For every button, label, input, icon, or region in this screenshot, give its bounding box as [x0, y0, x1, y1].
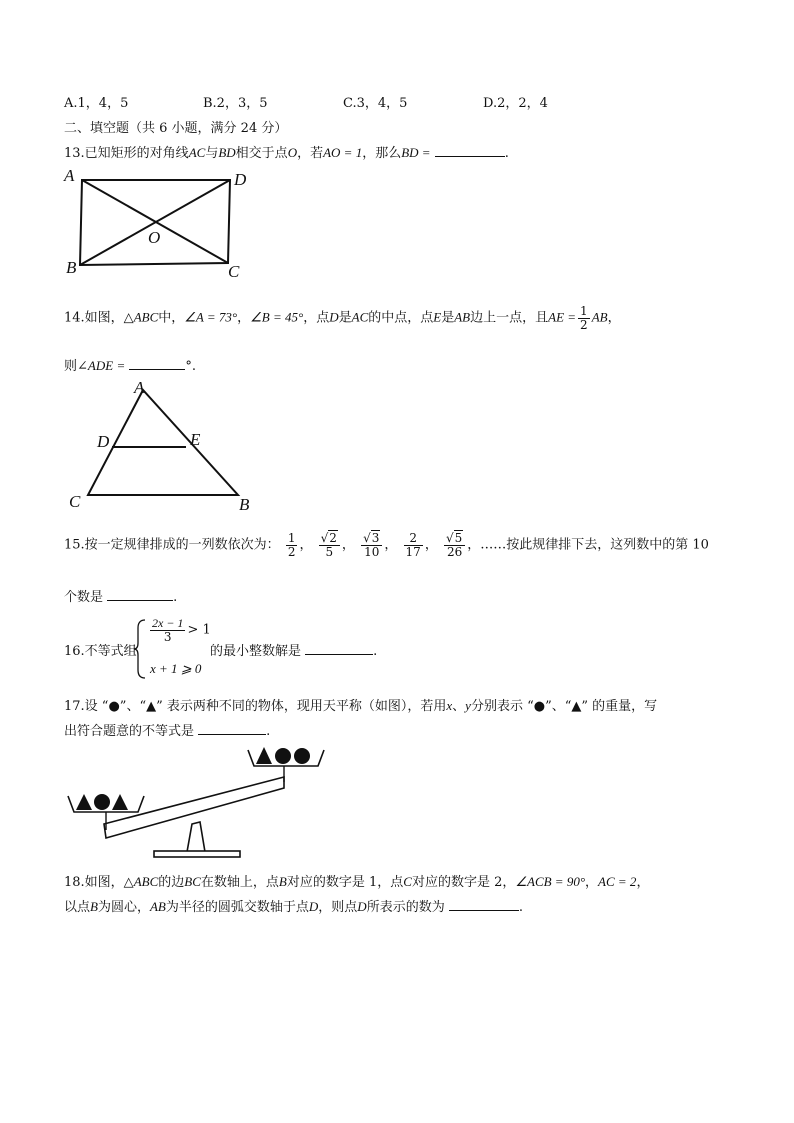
triangle-icon [112, 794, 128, 810]
circle-icon [294, 748, 310, 764]
circle-icon [94, 794, 110, 810]
scale-fulcrum [187, 822, 205, 852]
question-16-tail: 的最小整数解是 . [210, 640, 377, 659]
scale-base [154, 851, 240, 857]
label-a: A [64, 166, 75, 185]
fraction-5: $\frac{√5}{26}$ [444, 532, 465, 558]
answer-blank[interactable] [198, 720, 266, 735]
section-heading: 二、填空题（共 6 小题，满分 24 分） [64, 121, 288, 136]
option-b: B.2，3，5 [203, 96, 268, 111]
fraction-1: $\frac{1}{2}$ [287, 531, 296, 559]
fraction-3: $\frac{√3}{10}$ [361, 532, 382, 558]
question-13: 13.已知矩形的对角线AC与BD相交于点O，若AO = 1，那么BD = . [64, 142, 509, 161]
triangle-icon [256, 747, 272, 764]
triangle-abc [88, 390, 238, 495]
answer-blank[interactable] [129, 355, 185, 370]
label-d: D [97, 432, 110, 451]
answer-blank[interactable] [435, 142, 505, 157]
triangle-icon [76, 794, 92, 810]
balance-scale-figure [62, 742, 332, 860]
question-16: 16.不等式组 [64, 644, 137, 659]
fraction-half: $\frac{1}{2}$ [580, 304, 588, 332]
question-15: 15.按一定规律排成的一列数依次为： $\frac{1}{2}$ ， $\frac{√2}{5}$ ， $\frac{√3}{10}$ ， $\frac{2}{17}$ ， $\frac{√5}{26}$ ，……按此规律排下去，这列数中的第 10 [64, 531, 709, 559]
label-c: C [69, 492, 81, 511]
rectangle-figure [60, 165, 260, 283]
fraction-4: $\frac{2}{17}$ [405, 531, 421, 559]
question-15-line2: 个数是 . [64, 586, 177, 605]
option-c: C.3，4，5 [343, 96, 408, 111]
inequality-1: $\frac{2x - 1}{3}$ > 1 [152, 616, 211, 644]
label-e: E [190, 430, 201, 449]
label-a: A [134, 378, 145, 397]
label-c: C [228, 262, 240, 281]
option-d: D.2，2，4 [483, 96, 548, 111]
answer-blank[interactable] [449, 896, 519, 911]
triangle-figure [62, 377, 262, 515]
answer-blank[interactable] [305, 640, 373, 655]
fraction-2: $\frac{√2}{5}$ [319, 532, 340, 558]
inequality-2: x + 1 ⩾ 0 [150, 661, 202, 676]
label-d: D [234, 170, 247, 189]
brace-icon [133, 618, 147, 680]
label-o: O [148, 228, 161, 247]
question-18-line2: 以点B为圆心，AB为半径的圆弧交数轴于点D，则点D所表示的数为 . [64, 896, 523, 915]
circle-icon [275, 748, 291, 764]
answer-blank[interactable] [107, 586, 173, 601]
question-18: 18.如图，△ABC的边BC在数轴上，点B对应的数字是 1，点C对应的数字是 2，∠ACB = 90°，AC = 2， [64, 874, 650, 890]
question-17: 17.设 “●”、“▲” 表示两种不同的物体，现用天平称（如图），若用x、y分别表示 “●”、“▲” 的重量，写 [64, 698, 658, 714]
question-14: 14.如图，△ABC中，∠A = 73°，∠B = 45°，点D是AC的中点，点E是AB边上一点，且AE = $\frac{1}{2}$ AB， [64, 304, 621, 332]
option-a: A.1，4，5 [64, 96, 129, 111]
question-17-line2: 出符合题意的不等式是 . [64, 720, 270, 739]
label-b: B [239, 495, 250, 514]
question-14-line2: 则∠ADE = °. [64, 355, 196, 374]
label-b: B [66, 258, 77, 277]
